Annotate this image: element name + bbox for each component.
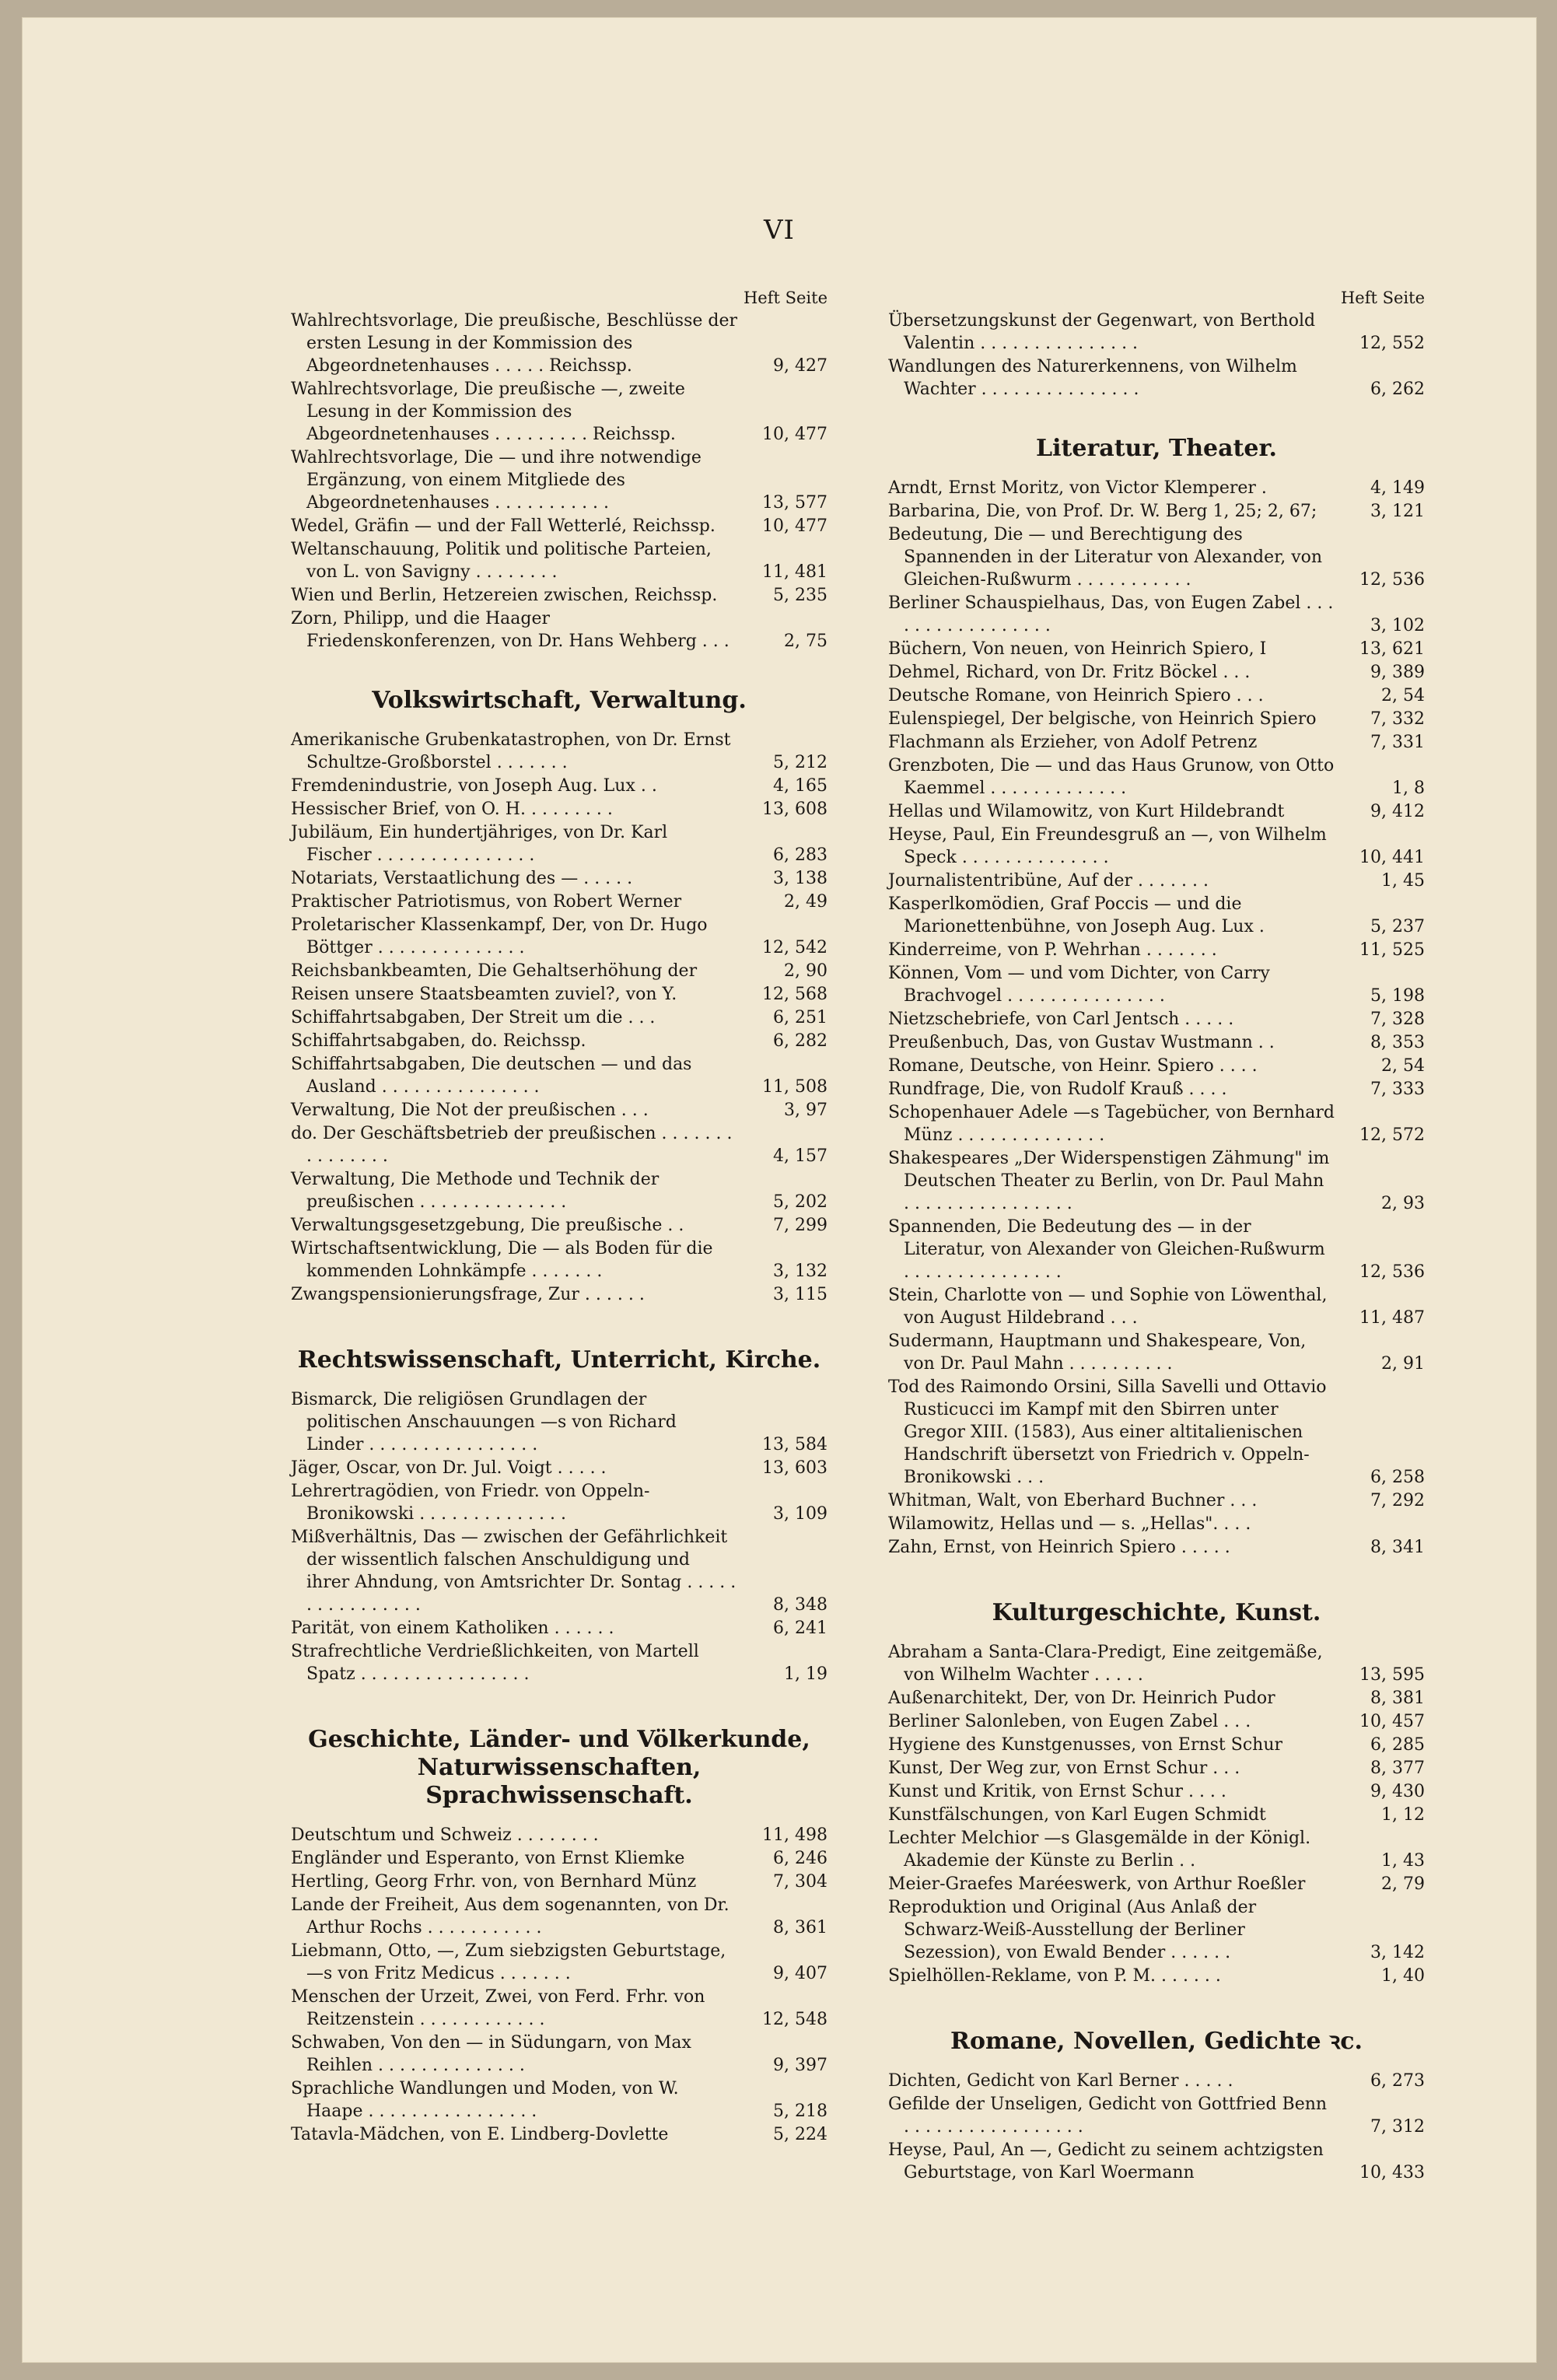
index-entry bbox=[291, 983, 827, 1006]
entry-issue-page: 7, 331 bbox=[1370, 733, 1425, 752]
entry-issue-page: 10, 457 bbox=[1359, 1712, 1425, 1731]
index-entry bbox=[888, 1284, 1425, 1329]
index-entry bbox=[888, 1031, 1425, 1054]
entry-issue-page: 13, 603 bbox=[762, 1458, 827, 1478]
entry-issue-page: 3, 97 bbox=[784, 1101, 827, 1120]
index-entry bbox=[888, 500, 1425, 523]
index-entry bbox=[888, 1965, 1425, 1987]
right-groups bbox=[888, 310, 1425, 2184]
entry-title: Hygiene des Kunstgenusses, von Ernst Schur bbox=[888, 1735, 1283, 1755]
entry-issue-page: 1, 45 bbox=[1381, 871, 1425, 891]
index-entry bbox=[291, 1122, 827, 1167]
entry-issue-page: 13, 595 bbox=[1359, 1665, 1425, 1685]
entry-title: Amerikanische Grubenkatastrophen, von Dr. Ernst Schultze-Großborstel . . . . . . . bbox=[291, 730, 731, 772]
entry-issue-page: 6, 273 bbox=[1370, 2071, 1425, 2091]
index-entry bbox=[291, 607, 827, 653]
entry-title: Lande der Freiheit, Aus dem sogenannten, von Dr. Arthur Rochs . . . . . . . . . . . bbox=[291, 1895, 730, 1937]
index-entry bbox=[291, 1457, 827, 1479]
entry-title: Eulenspiegel, Der belgische, von Heinrich Spiero bbox=[888, 709, 1317, 729]
section-title: Volkswirtschaft, Verwaltung. bbox=[372, 687, 747, 714]
entry-title: Verwaltung, Die Not der preußischen . . . bbox=[291, 1101, 649, 1120]
entry-issue-page: 10, 441 bbox=[1359, 848, 1425, 867]
entry-issue-page: 2, 54 bbox=[1381, 1056, 1425, 1076]
entry-issue-page: 7, 292 bbox=[1370, 1491, 1425, 1510]
entry-issue-page: 13, 584 bbox=[762, 1435, 827, 1454]
entry-title: Tod des Raimondo Orsini, Silla Savelli und Ottavio Rusticucci im Kampf mit den Sbirren unter Gregor XIII. (1583), Aus einer altitalienischen Handschrift übersetzt von Friedrich v. Oppeln-Bronikowski . . . bbox=[888, 1377, 1327, 1487]
entry-issue-page: 3, 142 bbox=[1370, 1943, 1425, 1962]
index-entry bbox=[291, 1099, 827, 1122]
entry-title: Spielhöllen-Reklame, von P. M. . . . . . . bbox=[888, 1966, 1221, 1986]
entry-issue-page: 12, 536 bbox=[1359, 570, 1425, 590]
index-entry bbox=[888, 1641, 1425, 1686]
entry-title: Wahlrechtsvorlage, Die — und ihre notwendige Ergänzung, von einem Mitgliede des Abgeordnetenhauses . . . . . . . . . . . bbox=[291, 448, 702, 513]
index-entry bbox=[888, 661, 1425, 684]
entry-issue-page: 10, 477 bbox=[762, 425, 827, 444]
page-number: VI bbox=[764, 215, 795, 246]
left-groups bbox=[291, 310, 827, 2146]
entry-issue-page: 8, 361 bbox=[773, 1918, 827, 1937]
entry-issue-page: 2, 91 bbox=[1381, 1354, 1425, 1374]
index-entry bbox=[888, 684, 1425, 707]
entry-title: Stein, Charlotte von — und Sophie von Löwenthal, von August Hildebrand . . . bbox=[888, 1286, 1328, 1328]
index-entry bbox=[291, 515, 827, 537]
index-entry bbox=[888, 754, 1425, 800]
entry-issue-page: 9, 430 bbox=[1370, 1782, 1425, 1801]
index-entry bbox=[888, 355, 1425, 401]
index-entry bbox=[291, 1847, 827, 1870]
entry-title: Arndt, Ernst Moritz, von Victor Klemperer . bbox=[888, 478, 1267, 498]
entry-title: Shakespeares „Der Widerspenstigen Zähmung" im Deutschen Theater zu Berlin, von Dr. Paul Mahn . . . . . . . . . . . . . . . . bbox=[888, 1149, 1330, 1213]
entry-issue-page: 2, 93 bbox=[1381, 1194, 1425, 1213]
entry-issue-page: 9, 389 bbox=[1370, 663, 1425, 682]
index-entry bbox=[888, 1827, 1425, 1872]
entry-title: Parität, von einem Katholiken . . . . . . bbox=[291, 1619, 614, 1638]
index-entry bbox=[888, 477, 1425, 499]
entry-issue-page: 11, 508 bbox=[762, 1077, 827, 1097]
index-entry bbox=[888, 800, 1425, 823]
index-entry bbox=[291, 1283, 827, 1306]
entry-title: Schiffahrtsabgaben, Die deutschen — und das Ausland . . . . . . . . . . . . . . . bbox=[291, 1055, 692, 1097]
index-entry bbox=[888, 2093, 1425, 2138]
entry-title: Grenzboten, Die — und das Haus Grunow, von Otto Kaemmel . . . . . . . . . . . . . bbox=[888, 756, 1335, 798]
index-entry bbox=[888, 1896, 1425, 1964]
entry-issue-page: 9, 412 bbox=[1370, 802, 1425, 821]
entry-title: Schiffahrtsabgaben, Der Streit um die . . . bbox=[291, 1008, 656, 1027]
entry-title: Spannenden, Die Bedeutung des — in der Literatur, von Alexander von Gleichen-Rußwurm . . . . . . . . . . . . . . . bbox=[888, 1217, 1325, 1282]
entry-issue-page: 12, 568 bbox=[762, 985, 827, 1004]
entry-issue-page: 6, 246 bbox=[773, 1849, 827, 1868]
entry-title: Abraham a Santa-Clara-Predigt, Eine zeitgemäße, von Wilhelm Wachter . . . . . bbox=[888, 1643, 1323, 1685]
index-entry bbox=[291, 1053, 827, 1098]
entry-title: Wedel, Gräfin — und der Fall Wetterlé, Reichssp. bbox=[291, 516, 716, 536]
entry-issue-page: 5, 235 bbox=[773, 586, 827, 605]
entry-issue-page: 3, 132 bbox=[773, 1262, 827, 1281]
entry-issue-page: 1, 19 bbox=[784, 1664, 827, 1684]
section-title: Rechtswissenschaft, Unterricht, Kirche. bbox=[297, 1346, 821, 1374]
index-entry bbox=[888, 1873, 1425, 1895]
index-entry bbox=[291, 2032, 827, 2077]
entry-issue-page: 11, 498 bbox=[762, 1825, 827, 1845]
entry-title: Berliner Salonleben, von Eugen Zabel . . . bbox=[888, 1712, 1251, 1731]
entry-title: Übersetzungskunst der Gegenwart, von Berthold Valentin . . . . . . . . . . . . . . . bbox=[888, 311, 1316, 353]
index-entry bbox=[888, 1008, 1425, 1031]
index-entry bbox=[291, 821, 827, 866]
index-entry bbox=[291, 960, 827, 982]
entry-title: Hellas und Wilamowitz, von Kurt Hildebrandt bbox=[888, 802, 1285, 821]
index-entry bbox=[291, 1640, 827, 1685]
entry-title: Deutschtum und Schweiz . . . . . . . . bbox=[291, 1825, 599, 1845]
entry-issue-page: 12, 536 bbox=[1359, 1262, 1425, 1282]
entry-title: Hessischer Brief, von O. H. . . . . . . . . bbox=[291, 800, 613, 819]
entry-issue-page: 2, 54 bbox=[1381, 686, 1425, 705]
entry-title: Engländer und Esperanto, von Ernst Kliemke bbox=[291, 1849, 685, 1868]
entry-issue-page: 13, 577 bbox=[762, 493, 827, 513]
entry-title: Barbarina, Die, von Prof. Dr. W. Berg 1, 25; 2, 67; bbox=[888, 502, 1317, 521]
entry-title: Fremdenindustrie, von Joseph Aug. Lux . . bbox=[291, 776, 657, 796]
entry-title: Kinderreime, von P. Wehrhan . . . . . . . bbox=[888, 940, 1217, 960]
entry-title: Jäger, Oscar, von Dr. Jul. Voigt . . . . . bbox=[291, 1458, 607, 1478]
index-entry bbox=[291, 798, 827, 821]
index-entry bbox=[291, 729, 827, 774]
index-entry bbox=[888, 1078, 1425, 1101]
entry-issue-page: 1, 40 bbox=[1381, 1966, 1425, 1986]
index-entry bbox=[291, 1214, 827, 1237]
entry-title: Bedeutung, Die — und Berechtigung des Spannenden in der Literatur von Alexander, von Gleichen-Rußwurm . . . . . . . . . . . bbox=[888, 525, 1323, 590]
entry-issue-page: 3, 109 bbox=[773, 1504, 827, 1524]
index-entry bbox=[888, 2070, 1425, 2092]
entry-issue-page: 6, 285 bbox=[1370, 1735, 1425, 1755]
entry-title: Wahlrechtsvorlage, Die preußische, Beschlüsse der ersten Lesung in der Kommission des Abgeordnetenhauses . . . . . Reichssp. bbox=[291, 311, 737, 376]
entry-issue-page: 3, 102 bbox=[1370, 616, 1425, 635]
index-entry bbox=[888, 708, 1425, 730]
entry-issue-page: 12, 572 bbox=[1359, 1125, 1425, 1145]
section-title: Geschichte, Länder- und Völkerkunde, Naturwissenschaften, Sprachwissenschaft. bbox=[308, 1726, 810, 1809]
index-entry bbox=[291, 1986, 827, 2031]
entry-issue-page: 3, 138 bbox=[773, 869, 827, 888]
index-entry bbox=[888, 1489, 1425, 1512]
entry-issue-page: 6, 283 bbox=[773, 845, 827, 865]
entry-issue-page: 13, 621 bbox=[1359, 639, 1425, 659]
entry-title: Reproduktion und Original (Aus Anlaß der Schwarz-Weiß-Ausstellung der Berliner Sezession), von Ewald Bender . . . . . . bbox=[888, 1898, 1257, 1962]
entry-title: Berliner Schauspielhaus, Das, von Eugen Zabel . . . . . . . . . . . . . . . . . bbox=[888, 593, 1334, 635]
index-entry bbox=[888, 1101, 1425, 1146]
entry-issue-page: 9, 397 bbox=[773, 2056, 827, 2075]
entry-title: Zorn, Philipp, und die Haager Friedenskonferenzen, von Dr. Hans Wehberg . . . bbox=[291, 609, 730, 651]
entry-issue-page: 3, 121 bbox=[1370, 502, 1425, 521]
index-entry bbox=[291, 914, 827, 959]
section-title: Romane, Novellen, Gedichte ꝛc. bbox=[950, 2028, 1363, 2055]
entry-title: Wirtschaftsentwicklung, Die — als Boden für die kommenden Lohnkämpfe . . . . . . . bbox=[291, 1239, 713, 1281]
entry-title: Notariats, Verstaatlichung des — . . . . . bbox=[291, 869, 633, 888]
index-column-right bbox=[888, 286, 1425, 2185]
entry-issue-page: 8, 377 bbox=[1370, 1759, 1425, 1778]
index-column-left bbox=[291, 286, 827, 2147]
entry-title: Flachmann als Erzieher, von Adolf Petrenz bbox=[888, 733, 1258, 752]
entry-title: Schwaben, Von den — in Südungarn, von Max Reihlen . . . . . . . . . . . . . . bbox=[291, 2033, 691, 2075]
index-entry bbox=[291, 378, 827, 446]
index-entry bbox=[291, 538, 827, 583]
entry-issue-page: 8, 348 bbox=[773, 1595, 827, 1615]
entry-issue-page: 10, 477 bbox=[762, 516, 827, 536]
entry-title: Liebmann, Otto, —, Zum siebzigsten Geburtstage, —s von Fritz Medicus . . . . . . . bbox=[291, 1941, 726, 1983]
entry-issue-page: 1, 43 bbox=[1381, 1851, 1425, 1871]
index-entry bbox=[888, 1780, 1425, 1803]
entry-issue-page: 8, 381 bbox=[1370, 1689, 1425, 1708]
entry-issue-page: 6, 241 bbox=[773, 1619, 827, 1638]
entry-issue-page: 6, 262 bbox=[1370, 380, 1425, 399]
entry-issue-page: 12, 548 bbox=[762, 2010, 827, 2029]
index-entry bbox=[888, 1710, 1425, 1733]
entry-title: Strafrechtliche Verdrießlichkeiten, von Martell Spatz . . . . . . . . . . . . . . . . bbox=[291, 1642, 699, 1684]
entry-title: Meier-Graefes Maréeswerk, von Arthur Roeßler bbox=[888, 1874, 1306, 1894]
entry-title: Rundfrage, Die, von Rudolf Krauß . . . . bbox=[888, 1080, 1227, 1099]
index-entry bbox=[291, 584, 827, 607]
entry-title: Kunstfälschungen, von Karl Eugen Schmidt bbox=[888, 1805, 1266, 1825]
index-entry bbox=[888, 310, 1425, 355]
entry-title: Zwangspensionierungsfrage, Zur . . . . . . bbox=[291, 1285, 645, 1304]
entry-issue-page: 5, 237 bbox=[1370, 917, 1425, 936]
entry-issue-page: 1, 12 bbox=[1381, 1805, 1425, 1825]
entry-title: Außenarchitekt, Der, von Dr. Heinrich Pudor bbox=[888, 1689, 1275, 1708]
entry-title: Kunst, Der Weg zur, von Ernst Schur . . . bbox=[888, 1759, 1240, 1778]
index-entry bbox=[888, 893, 1425, 938]
entry-title: Schiffahrtsabgaben, do. Reichssp. bbox=[291, 1031, 586, 1051]
index-entry bbox=[291, 1871, 827, 1893]
index-entry bbox=[291, 1617, 827, 1640]
index-entry bbox=[888, 638, 1425, 660]
index-entry bbox=[291, 1237, 827, 1283]
index-entry bbox=[291, 1940, 827, 1985]
column-header: Heft Seite bbox=[1340, 289, 1425, 307]
entry-title: Jubiläum, Ein hundertjähriges, von Dr. Karl Fischer . . . . . . . . . . . . . . . bbox=[291, 823, 668, 865]
entry-title: Bismarck, Die religiösen Grundlagen der politischen Anschauungen —s von Richard Linder . . . . . . . . . . . . . . . . bbox=[291, 1390, 677, 1454]
index-entry bbox=[291, 1006, 827, 1029]
entry-title: do. Der Geschäftsbetrieb der preußischen . . . . . . . . . . . . . . . bbox=[291, 1124, 733, 1166]
entry-title: Wien und Berlin, Hetzereien zwischen, Reichssp. bbox=[291, 586, 718, 605]
entry-title: Menschen der Urzeit, Zwei, von Ferd. Frhr. von Reitzenstein . . . . . . . . . . . . bbox=[291, 1987, 705, 2029]
entry-title: Whitman, Walt, von Eberhard Buchner . . . bbox=[888, 1491, 1258, 1510]
index-entry bbox=[888, 2139, 1425, 2184]
entry-title: Nietzschebriefe, von Carl Jentsch . . . . . bbox=[888, 1010, 1234, 1029]
entry-issue-page: 7, 299 bbox=[773, 1216, 827, 1235]
entry-issue-page: 6, 251 bbox=[773, 1008, 827, 1027]
entry-title: Kasperlkomödien, Graf Poccis — und die Marionettenbühne, von Joseph Aug. Lux . bbox=[888, 894, 1265, 936]
entry-issue-page: 2, 90 bbox=[784, 961, 827, 981]
entry-title: Können, Vom — und vom Dichter, von Carry Brachvogel . . . . . . . . . . . . . . . bbox=[888, 964, 1270, 1006]
entry-issue-page: 5, 212 bbox=[773, 753, 827, 772]
entry-title: Praktischer Patriotismus, von Robert Werner bbox=[291, 892, 682, 912]
index-entry bbox=[291, 891, 827, 913]
index-entry bbox=[888, 1376, 1425, 1489]
index-entry bbox=[888, 1055, 1425, 1077]
entry-title: Reisen unsere Staatsbeamten zuviel?, von Y. bbox=[291, 985, 677, 1004]
entry-issue-page: 7, 333 bbox=[1370, 1080, 1425, 1099]
entry-issue-page: 4, 149 bbox=[1370, 478, 1425, 498]
entry-issue-page: 6, 282 bbox=[773, 1031, 827, 1051]
entry-title: Lechter Melchior —s Glasgemälde in der Königl. Akademie der Künste zu Berlin . . bbox=[888, 1829, 1311, 1871]
section-title: Kulturgeschichte, Kunst. bbox=[992, 1599, 1321, 1626]
entry-issue-page: 5, 218 bbox=[773, 2102, 827, 2121]
entry-issue-page: 10, 433 bbox=[1359, 2163, 1425, 2182]
entry-title: Verwaltungsgesetzgebung, Die preußische . . bbox=[291, 1216, 684, 1235]
entry-title: Romane, Deutsche, von Heinr. Spiero . . . . bbox=[888, 1056, 1258, 1076]
entry-issue-page: 1, 8 bbox=[1392, 779, 1425, 798]
index-entry bbox=[291, 1480, 827, 1525]
entry-issue-page: 9, 427 bbox=[773, 356, 827, 376]
entry-title: Hertling, Georg Frhr. von, von Bernhard Münz bbox=[291, 1872, 697, 1892]
entry-title: Kunst und Kritik, von Ernst Schur . . . . bbox=[888, 1782, 1226, 1801]
column-header: Heft Seite bbox=[743, 289, 827, 307]
entry-issue-page: 6, 258 bbox=[1370, 1468, 1425, 1487]
index-entry bbox=[291, 1824, 827, 1846]
entry-issue-page: 5, 224 bbox=[773, 2125, 827, 2144]
index-entry bbox=[888, 824, 1425, 869]
entry-title: Gefilde der Unseligen, Gedicht von Gottfried Benn . . . . . . . . . . . . . . . . . bbox=[888, 2095, 1328, 2137]
index-entry bbox=[888, 870, 1425, 892]
entry-title: Wilamowitz, Hellas und — s. „Hellas". . . . bbox=[888, 1514, 1251, 1534]
entry-issue-page: 12, 542 bbox=[762, 938, 827, 957]
entry-title: Preußenbuch, Das, von Gustav Wustmann . . bbox=[888, 1033, 1275, 1052]
index-entry bbox=[291, 867, 827, 890]
index-entry bbox=[888, 1804, 1425, 1826]
entry-issue-page: 7, 312 bbox=[1370, 2117, 1425, 2137]
index-entry bbox=[888, 1687, 1425, 1710]
section-title: Literatur, Theater. bbox=[1036, 435, 1277, 462]
index-entry bbox=[291, 1526, 827, 1616]
entry-issue-page: 4, 157 bbox=[773, 1146, 827, 1166]
entry-title: Dichten, Gedicht von Karl Berner . . . . . bbox=[888, 2071, 1233, 2091]
entry-title: Reichsbankbeamten, Die Gehaltserhöhung der bbox=[291, 961, 698, 981]
entry-title: Zahn, Ernst, von Heinrich Spiero . . . . . bbox=[888, 1538, 1230, 1557]
entry-title: Heyse, Paul, Ein Freundesgruß an —, von Wilhelm Speck . . . . . . . . . . . . . . bbox=[888, 825, 1327, 867]
entry-issue-page: 2, 75 bbox=[784, 632, 827, 651]
entry-title: Wahlrechtsvorlage, Die preußische —, zweite Lesung in der Kommission des Abgeordnetenhauses . . . . . . . . . Reichssp. bbox=[291, 380, 685, 444]
index-entry bbox=[291, 446, 827, 514]
entry-title: Tatavla-Mädchen, von E. Lindberg-Dovlette bbox=[291, 2125, 669, 2144]
entry-title: Journalistentribüne, Auf der . . . . . . . bbox=[888, 871, 1209, 891]
index-entry bbox=[291, 1168, 827, 1213]
index-entry bbox=[888, 1513, 1425, 1535]
index-entry bbox=[291, 775, 827, 797]
entry-issue-page: 13, 608 bbox=[762, 800, 827, 819]
entry-issue-page: 7, 328 bbox=[1370, 1010, 1425, 1029]
entry-issue-page: 11, 487 bbox=[1359, 1308, 1425, 1328]
entry-issue-page: 11, 525 bbox=[1359, 940, 1425, 960]
entry-title: Heyse, Paul, An —, Gedicht zu seinem achtzigsten Geburtstage, von Karl Woermann bbox=[888, 2140, 1324, 2182]
entry-title: Lehrertragödien, von Friedr. von Oppeln-Bronikowski . . . . . . . . . . . . . . bbox=[291, 1482, 650, 1524]
entry-issue-page: 2, 79 bbox=[1381, 1874, 1425, 1894]
index-entry bbox=[888, 523, 1425, 591]
index-entry bbox=[291, 1030, 827, 1052]
index-entry bbox=[291, 310, 827, 377]
entry-issue-page: 4, 165 bbox=[773, 776, 827, 796]
entry-issue-page: 11, 481 bbox=[762, 562, 827, 582]
index-entry bbox=[888, 1734, 1425, 1756]
index-entry bbox=[291, 2123, 827, 2146]
index-entry bbox=[888, 1330, 1425, 1375]
index-entry bbox=[888, 1536, 1425, 1559]
entry-title: Sprachliche Wandlungen und Moden, von W. Haape . . . . . . . . . . . . . . . . bbox=[291, 2079, 679, 2121]
page-sheet bbox=[22, 17, 1537, 2363]
entry-title: Wandlungen des Naturerkennens, von Wilhelm Wachter . . . . . . . . . . . . . . . bbox=[888, 357, 1297, 399]
entry-title: Dehmel, Richard, von Dr. Fritz Böckel . . . bbox=[888, 663, 1251, 682]
index-entry bbox=[888, 1216, 1425, 1283]
entry-title: Büchern, Von neuen, von Heinrich Spiero, I bbox=[888, 639, 1267, 659]
index-entry bbox=[888, 939, 1425, 961]
entry-issue-page: 3, 115 bbox=[773, 1285, 827, 1304]
entry-issue-page: 5, 202 bbox=[773, 1192, 827, 1212]
entry-title: Weltanschauung, Politik und politische Parteien, von L. von Savigny . . . . . . . . bbox=[291, 540, 712, 582]
index-entry bbox=[888, 962, 1425, 1007]
entry-issue-page: 8, 341 bbox=[1370, 1538, 1425, 1557]
entry-title: Mißverhältnis, Das — zwischen der Gefährlichkeit der wissentlich falschen Anschuldigung und ihrer Ahndung, von Amtsrichter Dr. Sontag . . . . . . . . . . . . . . . . bbox=[291, 1528, 737, 1615]
index-entry bbox=[888, 592, 1425, 637]
entry-issue-page: 7, 304 bbox=[773, 1872, 827, 1892]
index-entry bbox=[291, 1894, 827, 1939]
entry-title: Proletarischer Klassenkampf, Der, von Dr. Hugo Böttger . . . . . . . . . . . . . . bbox=[291, 915, 708, 957]
entry-issue-page: 2, 49 bbox=[784, 892, 827, 912]
entry-issue-page: 9, 407 bbox=[773, 1964, 827, 1983]
entry-issue-page: 5, 198 bbox=[1370, 986, 1425, 1006]
index-entry bbox=[888, 1757, 1425, 1780]
entry-issue-page: 12, 552 bbox=[1359, 334, 1425, 353]
index-entry bbox=[291, 2077, 827, 2123]
entry-title: Schopenhauer Adele —s Tagebücher, von Bernhard Münz . . . . . . . . . . . . . . bbox=[888, 1103, 1335, 1145]
entry-title: Sudermann, Hauptmann und Shakespeare, Von, von Dr. Paul Mahn . . . . . . . . . . bbox=[888, 1332, 1307, 1374]
entry-title: Deutsche Romane, von Heinrich Spiero . . . bbox=[888, 686, 1264, 705]
entry-issue-page: 7, 332 bbox=[1370, 709, 1425, 729]
index-entry bbox=[888, 731, 1425, 754]
entry-issue-page: 8, 353 bbox=[1370, 1033, 1425, 1052]
index-entry bbox=[291, 1388, 827, 1456]
index-entry bbox=[888, 1147, 1425, 1215]
entry-title: Verwaltung, Die Methode und Technik der preußischen . . . . . . . . . . . . . . bbox=[291, 1170, 660, 1212]
